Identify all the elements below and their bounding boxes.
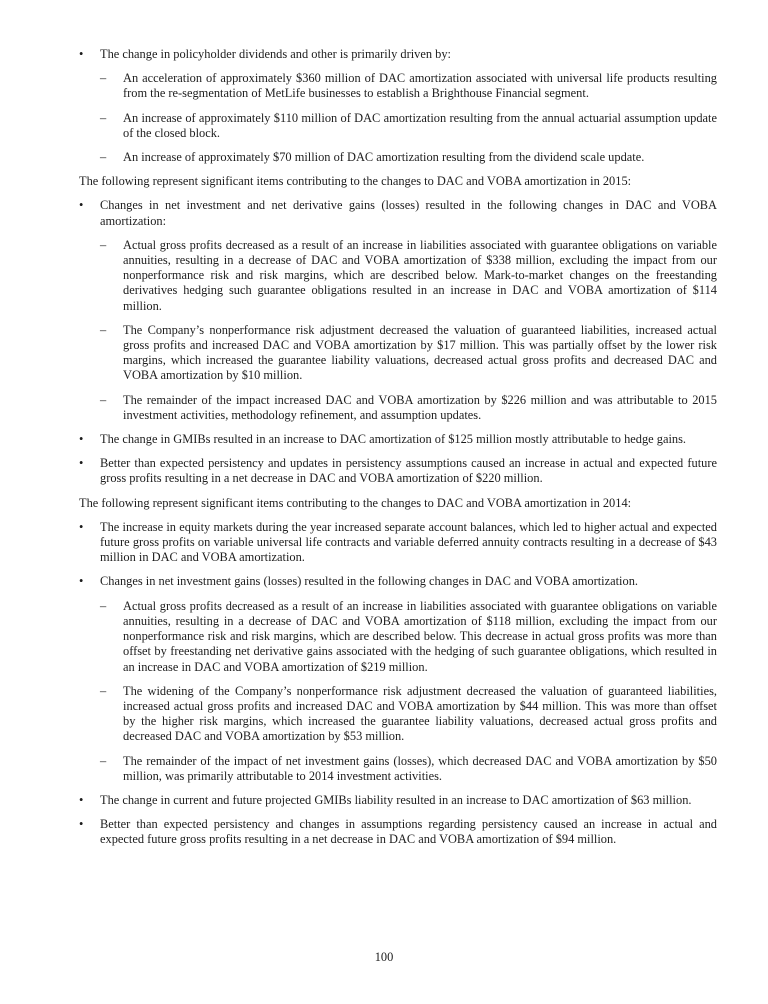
bullet-item <box>79 47 717 62</box>
paragraph-text: The change in current and future projected GMIBs liability resulted in an increase to DAC amortization of $63 million. <box>100 792 692 807</box>
paragraph-text: The change in policyholder dividends and other is primarily driven by: <box>100 47 451 61</box>
dash-sub-item <box>79 71 717 101</box>
bullet-item <box>79 817 717 847</box>
paragraph-text: An increase of approximately $110 million of DAC amortization resulting from the annual actuarial assumption update of the closed block. <box>123 110 717 140</box>
dash-marker: – <box>100 237 107 252</box>
dash-sub-item <box>79 111 717 141</box>
bullet-marker: • <box>79 792 84 807</box>
bullet-item <box>79 574 717 589</box>
dash-sub-item <box>79 754 717 784</box>
dash-sub-item <box>79 599 717 675</box>
paragraph-text: Actual gross profits decreased as a result of an increase in liabilities associated with guarantee obligations on variable annuities, resulting in a decrease of DAC and VOBA amortization of $118 million, excluding the impact from our nonperformance risk and risk margins, which are described below. This decrease in actual gross profits was more than offset by freestanding net derivative gains associated with the hedging of such guarantee obligations, which resulted in an increase in DAC and VOBA amortization of $219 million. <box>123 598 717 674</box>
paragraph-text: The change in GMIBs resulted in an increase to DAC amortization of $125 million mostly attributable to hedge gains. <box>100 432 687 447</box>
dash-sub-item <box>79 323 717 384</box>
dash-marker: – <box>100 322 107 337</box>
bullet-marker: • <box>79 47 84 61</box>
dash-marker: – <box>100 598 107 613</box>
bullet-marker: • <box>79 456 84 471</box>
dash-marker: – <box>100 392 107 407</box>
dash-marker: – <box>100 753 107 768</box>
paragraph-text: Changes in net investment gains (losses) resulted in the following changes in DAC and VOBA amortization. <box>100 574 638 589</box>
paragraph-text: The remainder of the impact of net investment gains (losses), which decreased DAC and VOBA amortization by $50 million, was primarily attributable to 2014 investment activities. <box>123 753 717 783</box>
document-body <box>79 47 717 857</box>
paragraph-text: Better than expected persistency and updates in persistency assumptions caused an increase in actual and expected future gross profits resulting in a net decrease in DAC and VOBA amortization of $220 million. <box>100 456 717 486</box>
paragraph-text: The widening of the Company’s nonperformance risk adjustment decreased the valuation of guaranteed liabilities, increased actual gross profits and increased DAC and VOBA amortization by $44 million. This was more than offset by the higher risk margins, which increased the guarantee liability valuations, decreased actual gross profits and decreased DAC and VOBA amortization by $53 million. <box>123 683 717 744</box>
paragraph-text: The following represent significant items contributing to the changes to DAC and VOBA amortization in 2014: <box>79 495 632 510</box>
page-number: 100 <box>374 950 394 964</box>
paragraph-text: The following represent significant items contributing to the changes to DAC and VOBA amortization in 2015: <box>79 174 632 189</box>
bullet-marker: • <box>79 432 84 447</box>
dash-sub-item <box>79 238 717 314</box>
dash-sub-item <box>79 684 717 745</box>
paragraph <box>79 496 717 511</box>
dash-marker: – <box>100 71 107 86</box>
bullet-item <box>79 520 717 566</box>
dash-sub-item <box>79 150 717 165</box>
paragraph-text: The Company’s nonperformance risk adjustment decreased the valuation of guaranteed liabilities, increased actual gross profits and increased DAC and VOBA amortization by $17 million. This was partially offset by the lower risk margins, which increased the guarantee liability valuations, decreased actual gross profits and decreased DAC and VOBA amortization by $10 million. <box>123 322 717 383</box>
bullet-marker: • <box>79 574 84 589</box>
bullet-item <box>79 198 717 228</box>
bullet-item <box>79 456 717 486</box>
dash-sub-item <box>79 393 717 423</box>
dash-marker: – <box>100 683 107 698</box>
paragraph <box>79 174 717 189</box>
paragraph-text: Actual gross profits decreased as a result of an increase in liabilities associated with guarantee obligations on variable annuities, resulting in a decrease of DAC and VOBA amortization of $338 million, excluding the impact from our nonperformance risk and risk margins, which are described below. Mark-to-market changes on the freestanding derivatives hedging such guarantee obligations resulted in an increase in DAC and VOBA amortization of $114 million. <box>123 237 717 313</box>
dash-marker: – <box>100 110 107 125</box>
paragraph-text: Changes in net investment and net derivative gains (losses) resulted in the following changes in DAC and VOBA amortization: <box>100 198 717 228</box>
bullet-marker: • <box>79 198 84 213</box>
dash-marker: – <box>100 150 107 165</box>
bullet-item <box>79 793 717 808</box>
bullet-marker: • <box>79 519 84 534</box>
bullet-marker: • <box>79 817 84 832</box>
paragraph-text: The increase in equity markets during the year increased separate account balances, which led to higher actual and expected future gross profits on variable universal life contracts and variable deferred annuity contracts resulting in a decrease of $43 million in DAC and VOBA amortization. <box>100 519 717 565</box>
bullet-item <box>79 432 717 447</box>
paragraph-text: An acceleration of approximately $360 million of DAC amortization associated with universal life products resulting from the re-segmentation of MetLife businesses to establish a Brighthouse Financial segment. <box>123 71 717 101</box>
paragraph-text: An increase of approximately $70 million of DAC amortization resulting from the dividend scale update. <box>123 150 645 165</box>
paragraph-text: The remainder of the impact increased DAC and VOBA amortization by $226 million and was attributable to 2015 investment activities, methodology refinement, and assumption updates. <box>123 392 717 422</box>
paragraph-text: Better than expected persistency and changes in assumptions regarding persistency caused an increase in actual and expected future gross profits resulting in a net decrease in DAC and VOBA amortization of $94 million. <box>100 817 717 847</box>
